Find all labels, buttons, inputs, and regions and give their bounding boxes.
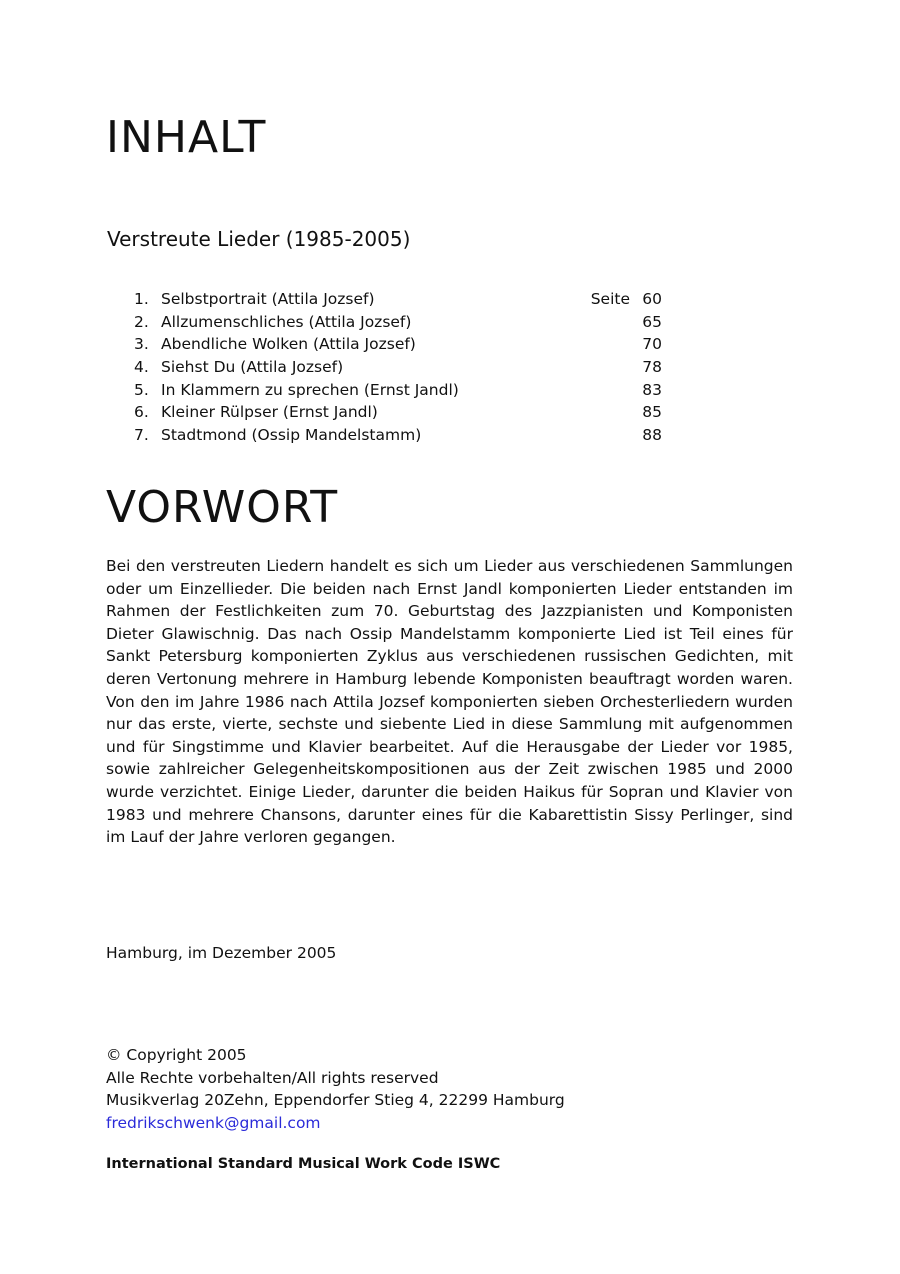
toc-entry <box>134 311 664 334</box>
toc-seite-label: Seite <box>590 290 630 308</box>
toc-entry <box>134 424 664 447</box>
copyright-block <box>106 1044 565 1135</box>
rights-line: Alle Rechte vorbehalten/All rights reserved <box>106 1068 439 1087</box>
email-link[interactable]: fredrikschwenk@gmail.com <box>106 1114 321 1133</box>
toc-number: 4. <box>134 358 149 377</box>
table-of-contents <box>134 288 664 447</box>
toc-number: 7. <box>134 426 149 445</box>
toc-page-number: 60 <box>642 290 662 308</box>
copyright-line: © Copyright 2005 <box>106 1046 247 1064</box>
toc-title: Selbstportrait (Attila Jozsef) <box>161 290 375 308</box>
collection-subtitle: Verstreute Lieder (1985-2005) <box>107 227 411 251</box>
vorwort-paragraph: Bei den verstreuten Liedern handelt es sich um Lieder aus verschiedenen Sammlungen oder um Einzellieder. Die beiden nach Ernst Jandl komponierten Lieder entstanden im Rahmen der Festlichkeiten zum 70. Geburtstag des Jazzpianisten und Komponisten Dieter Glawischnig. Das nach Ossip Mandelstamm komponierte Lied ist Teil eines für Sankt Petersburg komponierten Zyklus aus verschiedenen russischen Gedichten, mit deren Vertonung mehrere in Hamburg lebende Komponisten beauftragt worden waren. Von den im Jahre 1986 nach Attila Jozsef komponierten sieben Orchesterliedern wurden nur das erste, vierte, sechste und siebente Lied in diese Sammlung mit aufgenommen und für Singstimme und Klavier bearbeitet. Auf die Herausgabe der Lieder vor 1985, sowie zahlreicher Gelegenheitskompositionen aus der Zeit zwischen 1985 und 2000 wurde verzichtet. Einige Lieder, darunter die beiden Haikus für Sopran und Klavier von 1983 und mehrere Chansons, darunter eines für die Kabarettistin Sissy Perlinger, sind im Lauf der Jahre verloren gegangen. <box>106 557 793 847</box>
toc-number: 2. <box>134 312 149 331</box>
toc-page-number: 88 <box>642 426 662 445</box>
toc-entry <box>134 333 664 356</box>
toc-title: Kleiner Rülpser (Ernst Jandl) <box>161 403 378 422</box>
iswc-label: International Standard Musical Work Code ISWC <box>106 1156 501 1172</box>
toc-number: 3. <box>134 335 149 354</box>
toc-number: 1. <box>134 290 149 308</box>
toc-entry <box>134 356 664 379</box>
toc-number: 5. <box>134 380 149 399</box>
toc-title: Siehst Du (Attila Jozsef) <box>161 358 344 377</box>
toc-title: Allzumenschliches (Attila Jozsef) <box>161 312 412 331</box>
toc-title: Abendliche Wolken (Attila Jozsef) <box>161 335 416 354</box>
toc-page-number: 70 <box>642 335 662 354</box>
toc-entry <box>134 379 664 402</box>
inhalt-heading: INHALT <box>106 112 267 163</box>
publisher-address: Musikverlag 20Zehn, Eppendorfer Stieg 4, 22299 Hamburg <box>106 1091 565 1110</box>
toc-page-number: 65 <box>642 312 662 331</box>
toc-page-number: 78 <box>642 358 662 377</box>
toc-page-number: 85 <box>642 403 662 422</box>
toc-entry <box>134 401 664 424</box>
toc-title: In Klammern zu sprechen (Ernst Jandl) <box>161 380 459 399</box>
toc-title: Stadtmond (Ossip Mandelstamm) <box>161 426 422 445</box>
toc-entry <box>134 288 664 311</box>
vorwort-heading: VORWORT <box>106 482 339 533</box>
place-date: Hamburg, im Dezember 2005 <box>106 944 337 962</box>
toc-page-number: 83 <box>642 380 662 399</box>
toc-number: 6. <box>134 403 149 422</box>
